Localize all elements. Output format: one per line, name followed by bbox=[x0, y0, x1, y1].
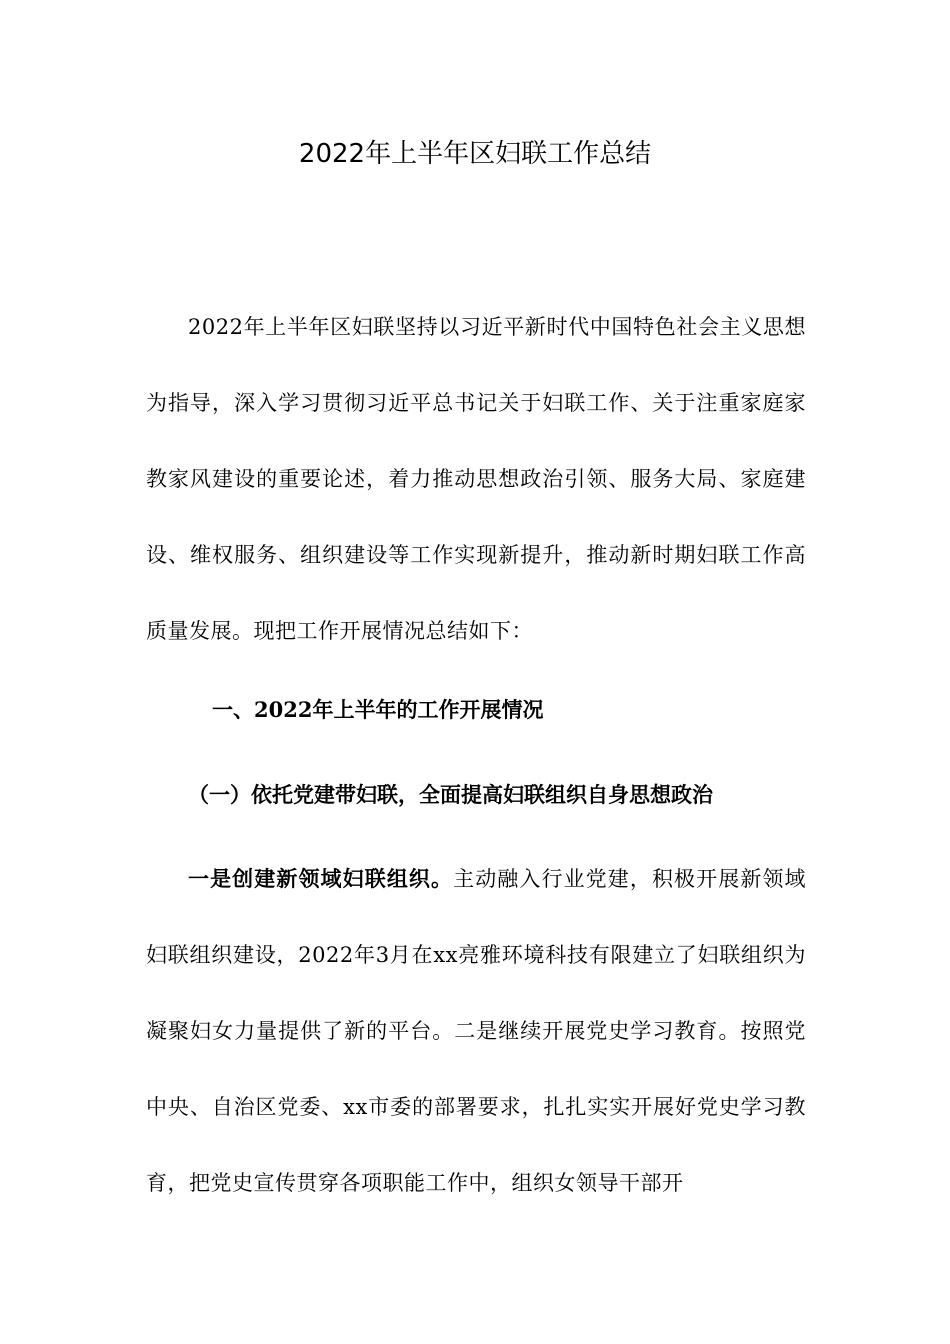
subsection-heading: （一）依托党建带妇联，全面提高妇联组织自身思想政治 bbox=[188, 782, 713, 807]
document-title: 2022年上半年区妇联工作总结 bbox=[298, 139, 652, 169]
body-paragraph bbox=[146, 841, 806, 1221]
paragraph-lead: 一是创建新领域妇联组织。 bbox=[188, 866, 454, 891]
intro-paragraph: 2022年上半年区妇联坚持以习近平新时代中国特色社会主义思想为指导，深入学习贯彻习近平总书记关于妇联工作、关于注重家庭家教家风建设的重要论述，着力推动思想政治引领、服务大局、家庭建设、维权服务、组织建设等工作实现新提升，推动新时期妇联工作高质量发展。现把工作开展情况总结如下： bbox=[146, 315, 806, 643]
section-heading: 一、2022年上半年的工作开展情况 bbox=[212, 697, 544, 722]
paragraph-text: 主动融入行业党建，积极开展新领域妇联组织建设，2022年3月在xx亮雅环境科技有限建立了妇联组织为凝聚妇女力量提供了新的平台。二是继续开展党史学习教育。按照党中央、自治区党委、xx市委的部署要求，扎扎实实开展好党史学习教育，把党史宣传贯穿各项职能工作中，组织女领导干部开 bbox=[146, 867, 807, 1195]
